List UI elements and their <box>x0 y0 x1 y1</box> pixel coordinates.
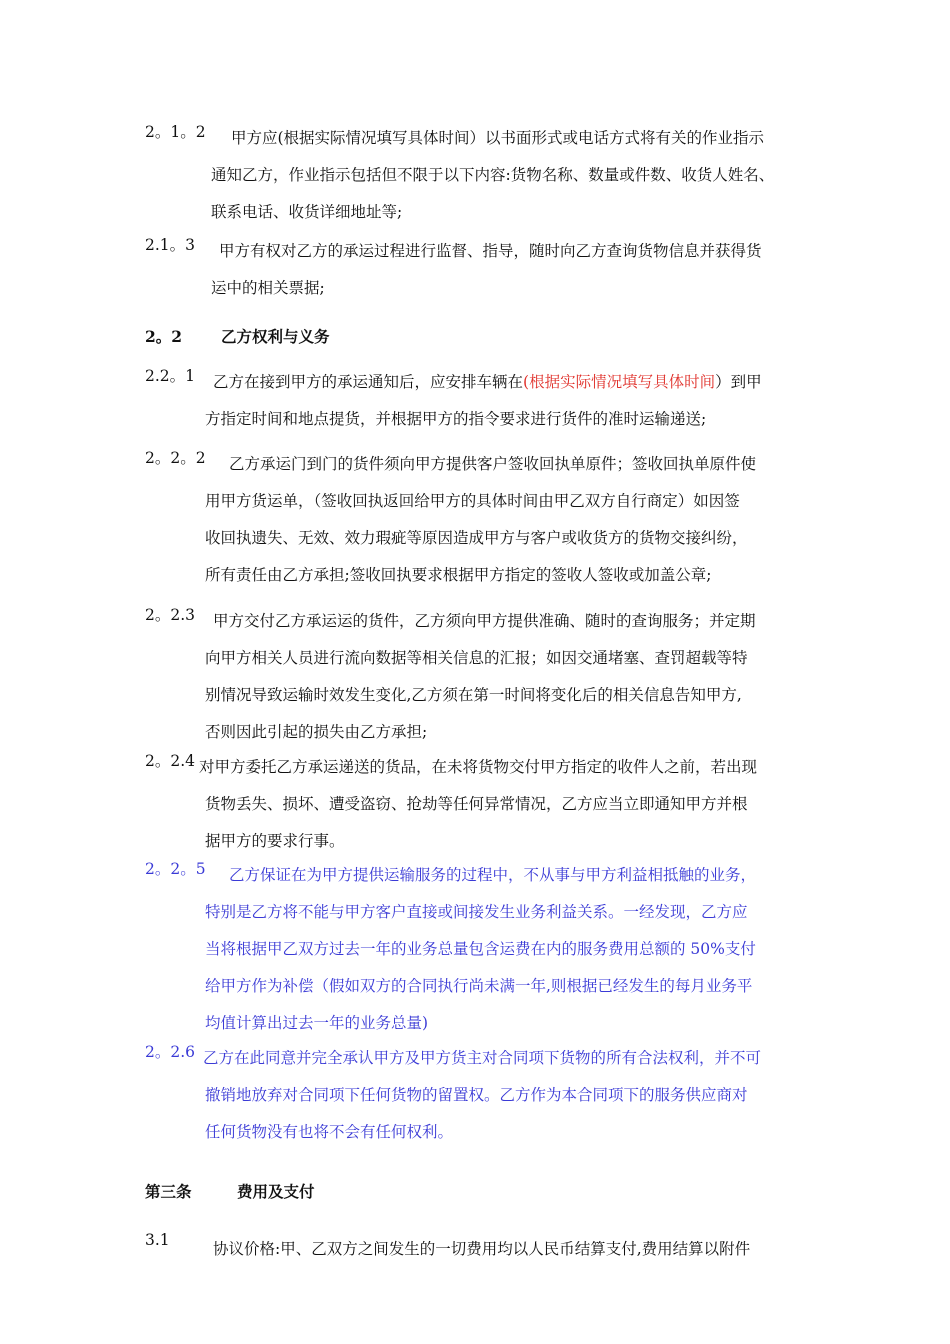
clause-number: 2。2.6 <box>145 1043 196 1061</box>
clause-text-line: 甲方有权对乙方的承运过程进行监督、指导，随时向乙方查询货物信息并获得货 <box>219 242 762 260</box>
clause-text-line: 对甲方委托乙方承运递送的货品，在未将货物交付甲方指定的收件人之前，若出现 <box>199 758 758 776</box>
clause-number: 2.2。1 <box>145 367 196 385</box>
clause-2-2-5 <box>145 857 815 1042</box>
clause-text-line: 给甲方作为补偿（假如双方的合同执行尚未满一年,则根据已经发生的每月业务平 <box>205 977 753 995</box>
clause-text-line: 所有责任由乙方承担;签收回执要求根据甲方指定的签收人签收或加盖公章; <box>205 566 712 584</box>
highlight-text: (根据实际情况填写具体时间 <box>523 373 716 391</box>
clause-text-line: 乙方在此同意并完全承认甲方及甲方货主对合同项下货物的所有合法权利，并不可 <box>203 1049 762 1067</box>
clause-text-line: 通知乙方，作业指示包括但不限于以下内容:货物名称、数量或件数、收货人姓名、 <box>211 166 775 184</box>
clause-text-line: 均值计算出过去一年的业务总量) <box>205 1014 429 1032</box>
clause-text-line: 运中的相关票据; <box>211 279 325 297</box>
clause-2-2-6 <box>145 1040 815 1151</box>
clause-2-1-2 <box>145 120 815 231</box>
clause-text-line: 甲方应(根据实际情况填写具体时间）以书面形式或电话方式将有关的作业指示 <box>231 129 765 147</box>
heading-number: 2。2 <box>145 327 183 346</box>
clause-text-line: 别情况导致运输时效发生变化,乙方须在第一时间将变化后的相关信息告知甲方, <box>205 686 742 704</box>
clause-text-line: 否则因此引起的损失由乙方承担; <box>205 723 428 741</box>
heading-number: 第三条 <box>145 1182 192 1201</box>
clause-text-line: 甲方交付乙方承运运的货件，乙方须向甲方提供准确、随时的查询服务；并定期 <box>213 612 756 630</box>
clause-2-2-4 <box>145 749 815 860</box>
clause-number: 2.1。3 <box>145 236 196 254</box>
clause-text-line: 协议价格:甲、乙双方之间发生的一切费用均以人民币结算支付,费用结算以附件 <box>213 1240 751 1258</box>
clause-2-2-2 <box>145 446 815 594</box>
clause-number: 2。2。2 <box>145 449 206 467</box>
clause-number: 3.1 <box>145 1231 170 1249</box>
clause-number: 2。2.3 <box>145 606 196 624</box>
clause-text-line: 据甲方的要求行事。 <box>205 832 345 850</box>
clause-text-line: 乙方承运门到门的货件须向甲方提供客户签收回执单原件；签收回执单原件使 <box>229 455 757 473</box>
clause-2-2-3 <box>145 603 815 751</box>
clause-text: ）到甲 <box>715 373 762 391</box>
clause-text: 乙方在接到甲方的承运通知后，应安排车辆在 <box>213 373 524 391</box>
clause-text-line: 用甲方货运单，（签收回执返回给甲方的具体时间由甲乙双方自行商定）如因签 <box>205 492 740 510</box>
clause-text-line: 乙方保证在为甲方提供运输服务的过程中，不从事与甲方利益相抵触的业务， <box>229 866 757 884</box>
clause-text-line: 向甲方相关人员进行流向数据等相关信息的汇报；如因交通堵塞、查罚超载等特 <box>205 649 748 667</box>
clause-text-line: 收回执遗失、无效、效力瑕疵等原因造成甲方与客户或收货方的货物交接纠纷， <box>205 529 748 547</box>
clause-text-line: 当将根据甲乙双方过去一年的业务总量包含运费在内的服务费用总额的 50%支付 <box>205 940 756 958</box>
clause-text-line: 撤销地放弃对合同项下任何货物的留置权。乙方作为本合同项下的服务供应商对 <box>205 1086 748 1104</box>
clause-2-1-3 <box>145 233 815 307</box>
heading-title: 费用及支付 <box>237 1182 315 1201</box>
clause-text-line: 方指定时间和地点提货，并根据甲方的指令要求进行货件的准时运输递送; <box>205 410 707 428</box>
section-heading-2-2 <box>145 318 330 355</box>
clause-text-line <box>145 364 815 401</box>
clause-number: 2。1。2 <box>145 123 206 141</box>
section-heading-3 <box>145 1173 315 1210</box>
clause-3-1 <box>145 1231 815 1268</box>
clause-number: 2。2。5 <box>145 860 206 878</box>
clause-number: 2。2.4 <box>145 752 196 770</box>
heading-title: 乙方权利与义务 <box>221 327 330 346</box>
clause-text-line: 联系电话、收货详细地址等; <box>211 203 403 221</box>
clause-text-line: 任何货物没有也将不会有任何权利。 <box>205 1123 454 1141</box>
clause-text-line: 特别是乙方将不能与甲方客户直接或间接发生业务利益关系。一经发现，乙方应 <box>205 903 748 921</box>
clause-text-line: 货物丢失、损坏、遭受盗窃、抢劫等任何异常情况，乙方应当立即通知甲方并根 <box>205 795 748 813</box>
clause-2-2-1 <box>145 364 815 438</box>
